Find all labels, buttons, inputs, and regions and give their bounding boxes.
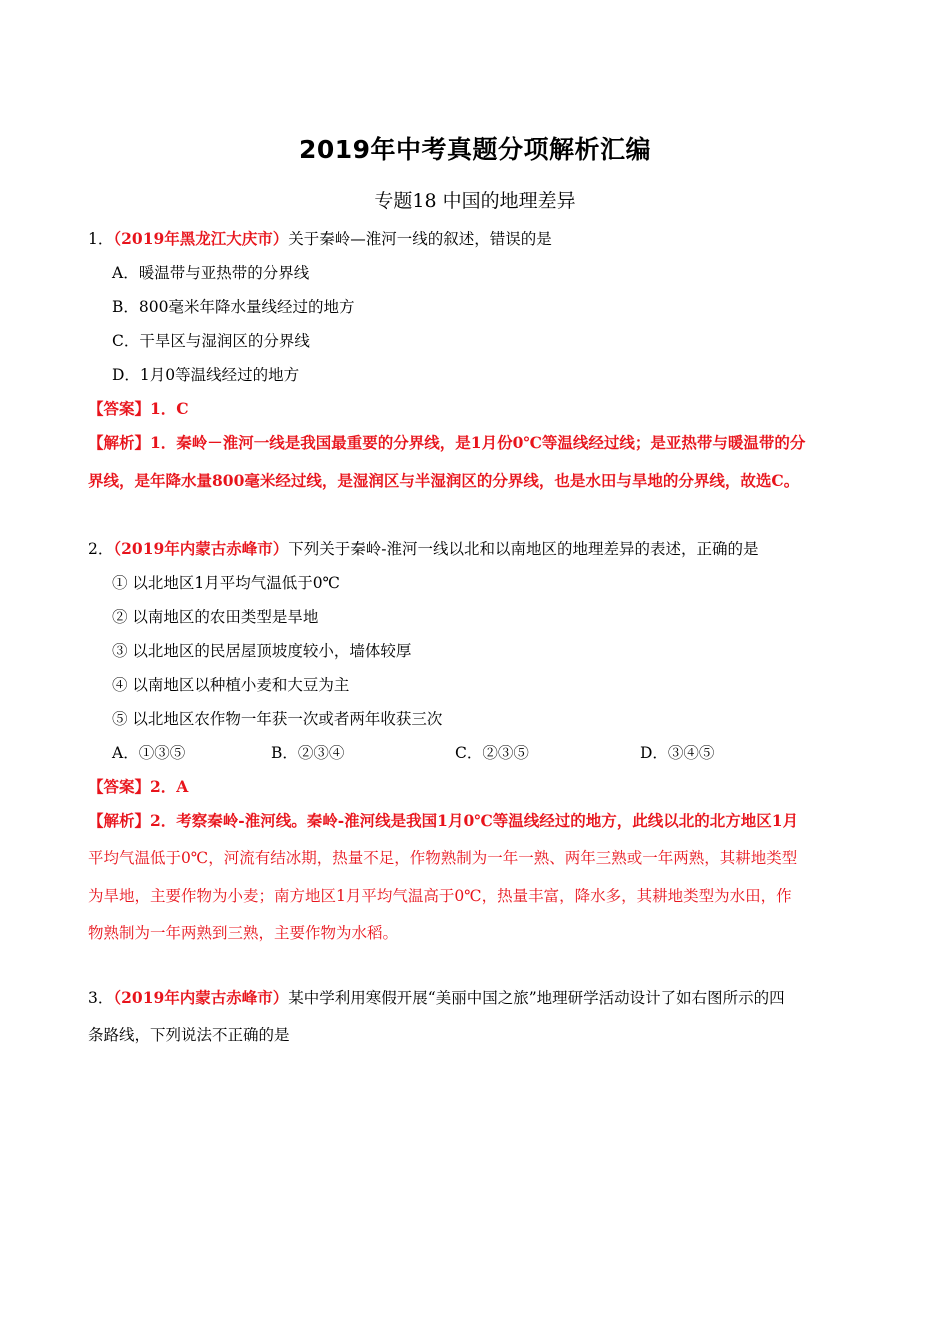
question-3-stem-continued: 条路线，下列说法不正确的是: [88, 1026, 290, 1044]
question-number: 2．: [88, 540, 114, 558]
question-2-analysis-line: 平均气温低于0℃，河流有结冰期，热量不足，作物熟制为一年一熟、两年三熟或一年两熟，其耕地类型: [88, 849, 798, 867]
question-2-item: ④ 以南地区以种植小麦和大豆为主: [112, 676, 350, 694]
question-text: 下列关于秦岭-淮河一线以北和以南地区的地理差异的表述，正确的是: [288, 540, 759, 558]
question-1-option-a: A．暖温带与亚热带的分界线: [112, 264, 310, 282]
question-1-option-d: D．1月0等温线经过的地方: [112, 366, 300, 384]
question-3-stem: [88, 988, 785, 1008]
question-number: 1．: [88, 230, 114, 248]
question-1-answer: 【答案】1．C: [88, 399, 189, 418]
question-2-analysis-line: 物熟制为一年两熟到三熟，主要作物为水稻。: [88, 924, 399, 942]
analysis-text: 【解析】2．考察秦岭-淮河线。秦岭-淮河线是我国1月0℃等温线经过的地方，此线以北的北方地区1月: [88, 811, 799, 830]
question-1-analysis-line: 【解析】1．秦岭－淮河一线是我国最重要的分界线，是1月份0℃等温线经过线；是亚热带与暖温带的分: [88, 433, 806, 452]
question-text: 关于秦岭—淮河一线的叙述，错误的是: [288, 230, 552, 248]
question-text: 某中学利用寒假开展“美丽中国之旅”地理研学活动设计了如右图所示的四: [288, 989, 785, 1007]
page-subtitle: 专题18 中国的地理差异: [374, 190, 576, 212]
question-2-option-b: B．②③④: [271, 744, 345, 762]
question-number: 3．: [88, 989, 114, 1007]
question-source: （2019年黑龙江大庆市）: [113, 229, 289, 248]
question-1-option-c: C．干旱区与湿润区的分界线: [112, 332, 310, 350]
question-1-stem: [88, 229, 552, 249]
question-2-item: ① 以北地区1月平均气温低于0℃: [112, 574, 340, 592]
question-2-analysis-line: [88, 811, 798, 831]
question-source: （2019年内蒙古赤峰市）: [113, 539, 289, 558]
question-2-option-d: D．③④⑤: [640, 744, 715, 762]
question-2-item: ② 以南地区的农田类型是旱地: [112, 608, 319, 626]
question-source: （2019年内蒙古赤峰市）: [113, 988, 289, 1007]
question-2-option-c: C．②③⑤: [455, 744, 529, 762]
question-2-stem: [88, 539, 759, 559]
question-2-analysis-line: 为旱地，主要作物为小麦；南方地区1月平均气温高于0℃，热量丰富，降水多，其耕地类型为水田，作: [88, 887, 792, 905]
question-2-option-a: A．①③⑤: [112, 744, 186, 762]
question-2-item: ⑤ 以北地区农作物一年获一次或者两年收获三次: [112, 710, 443, 728]
question-2-options: [0, 743, 950, 763]
question-2-item: ③ 以北地区的民居屋顶坡度较小，墙体较厚: [112, 642, 412, 660]
question-1-analysis-line: 界线，是年降水量800毫米经过线，是湿润区与半湿润区的分界线，也是水田与旱地的分界线，故选C。: [88, 471, 800, 490]
page-title: 2019年中考真题分项解析汇编: [298, 135, 652, 164]
question-1-option-b: B．800毫米年降水量线经过的地方: [112, 298, 355, 316]
question-2-answer: 【答案】2．A: [88, 777, 189, 796]
